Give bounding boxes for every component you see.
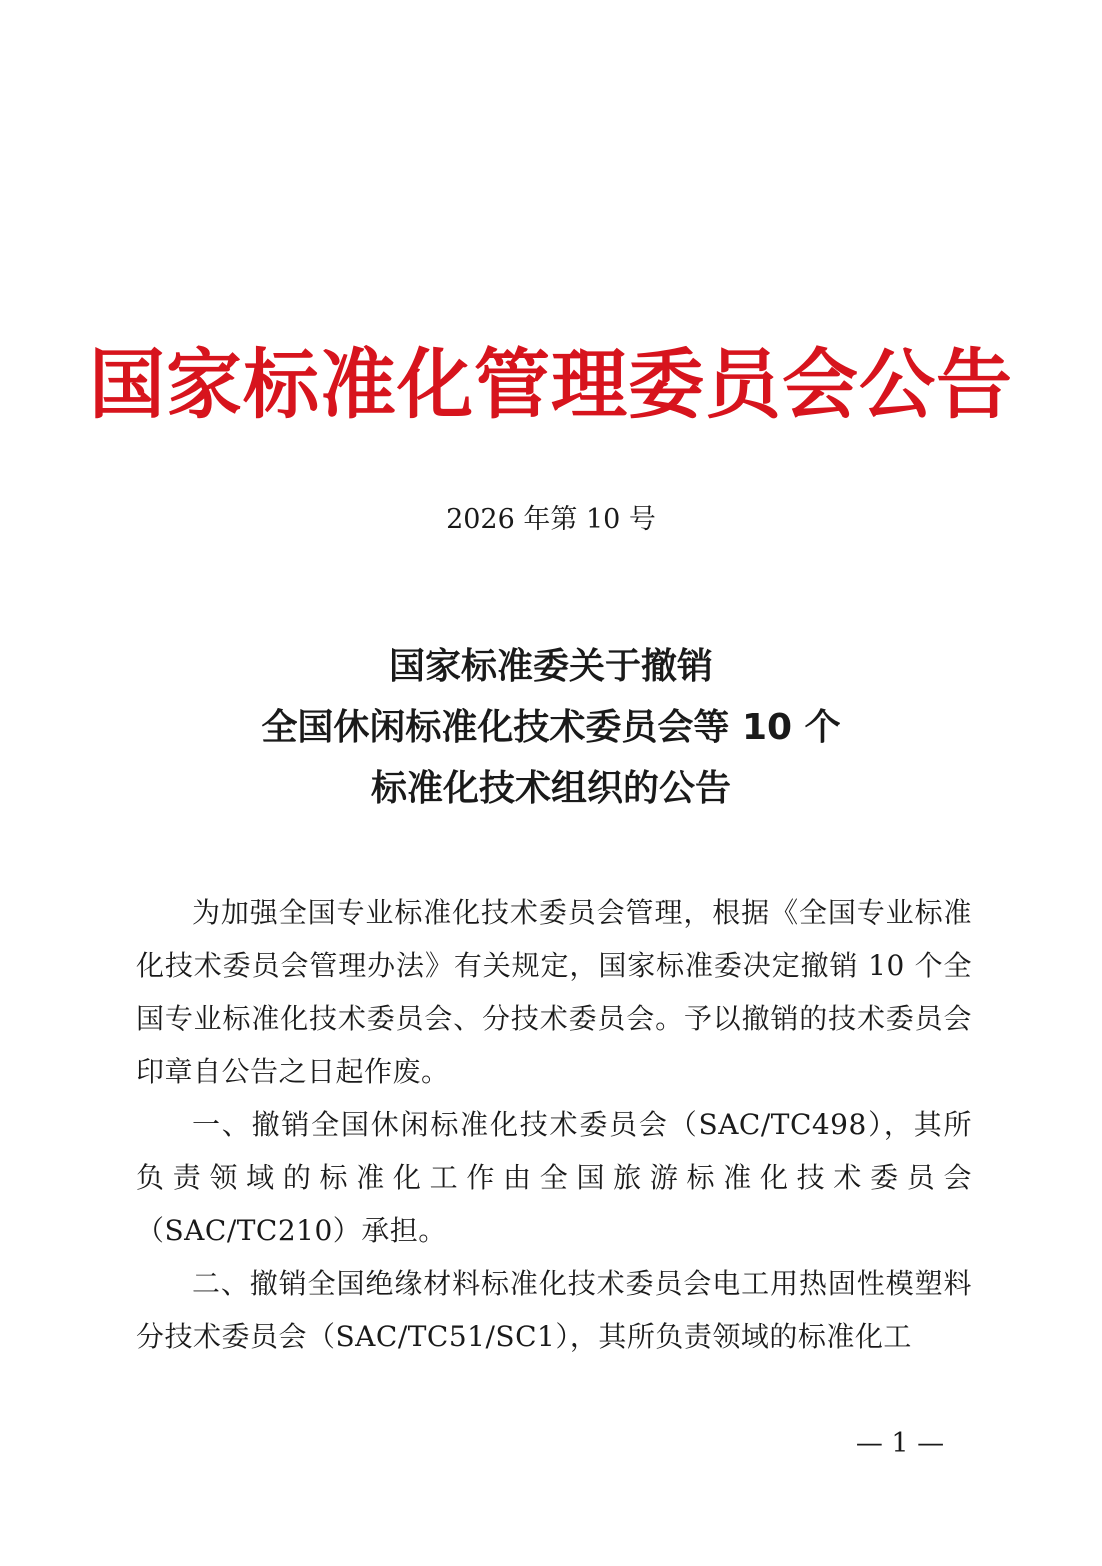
- title-line: 国家标准委关于撤销: [388, 646, 713, 687]
- title-line: 标准化技术组织的公告: [370, 768, 731, 809]
- masthead-title: 国家标准化管理委员会公告: [89, 340, 1013, 429]
- page-number: — 1 —: [855, 1428, 945, 1459]
- body-paragraph: 二、撤销全国绝缘材料标准化技术委员会电工用热固性模塑料分技术委员会（SAC/TC51/SC1），其所负责领域的标准化工: [136, 1267, 972, 1353]
- title-line: 全国休闲标准化技术委员会等 10 个: [261, 707, 841, 748]
- body-paragraph: 为加强全国专业标准化技术委员会管理，根据《全国专业标准化技术委员会管理办法》有关规定，国家标准委决定撤销 10 个全国专业标准化技术委员会、分技术委员会。予以撤销的技术委员会印章自公告之日起作废。: [136, 896, 972, 1088]
- announcement-body: [136, 886, 972, 1363]
- body-paragraph: 一、撤销全国休闲标准化技术委员会（SAC/TC498），其所负责领域的标准化工作由全国旅游标准化技术委员会（SAC/TC210）承担。: [136, 1108, 972, 1247]
- document-number: 2026 年第 10 号: [446, 504, 656, 535]
- announcement-title: [0, 636, 1102, 819]
